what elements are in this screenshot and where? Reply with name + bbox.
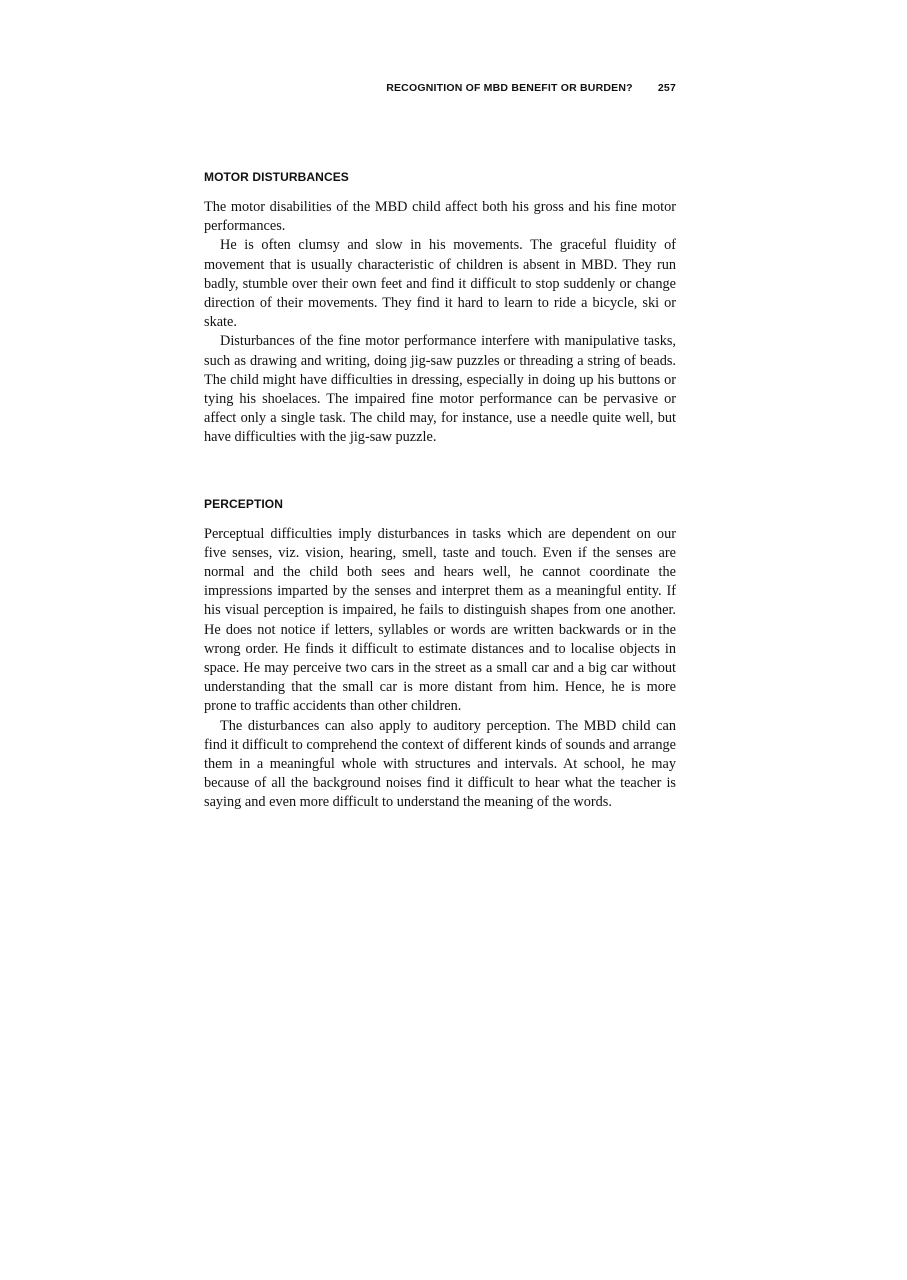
page-number: 257: [657, 82, 676, 94]
paragraph: Disturbances of the fine motor performance interfere with manipulative tasks, such as drawing and writing, doing jig-saw puzzles or threading a string of beads. The child might have difficulties in dressing, especially in doing up his buttons or tying his shoelaces. The impaired fine motor performance can be pervasive or affect only a single task. The child may, for instance, use a needle quite well, but have difficulties with the jig-saw puzzle.: [204, 333, 676, 446]
running-head: [204, 78, 676, 98]
section-heading-perception: PERCEPTION: [204, 496, 284, 511]
running-head-title: RECOGNITION OF MBD BENEFIT OR BURDEN?: [386, 82, 633, 94]
section-heading-motor-disturbances: MOTOR DISTURBANCES: [204, 170, 349, 184]
section-body: [204, 525, 676, 813]
paragraph: The motor disabilities of the MBD child affect both his gross and his fine motor performances.: [204, 199, 676, 235]
paragraph: Perceptual difficulties imply disturbances in tasks which are dependent on our five senses, viz. vision, hearing, smell, taste and touch. Even if the senses are normal and the child both sees and hears well, he cannot coordinate the impressions imparted by the senses and interpret them as a meaningful entity. If his visual perception is impaired, he fails to distinguish shapes from one another. He does not notice if letters, syllables or words are written backwards or in the wrong order. He finds it difficult to estimate distances and to localise objects in space. He may perceive two cars in the street as a small car and a big car without understanding that the small car is more distant from him. Hence, he is more prone to traffic accidents than other children.: [204, 525, 676, 715]
paragraph: The disturbances can also apply to auditory perception. The MBD child can find it difficult to comprehend the context of different kinds of sounds and arrange them in a meaningful whole with structures and intervals. At school, he may because of all the background noises find it difficult to hear what the teacher is saying and even more difficult to understand the meaning of the words.: [204, 717, 676, 811]
paragraph: He is often clumsy and slow in his movements. The graceful fluidity of movement that is usually characteristic of children is absent in MBD. They run badly, stumble over their own feet and find it difficult to stop suddenly or change direction of their movements. They find it hard to learn to ride a bicycle, ski or skate.: [204, 237, 676, 331]
section-perception: [204, 495, 676, 813]
section-motor-disturbances: [204, 168, 676, 448]
section-body: [204, 198, 676, 448]
book-page: [204, 78, 676, 813]
